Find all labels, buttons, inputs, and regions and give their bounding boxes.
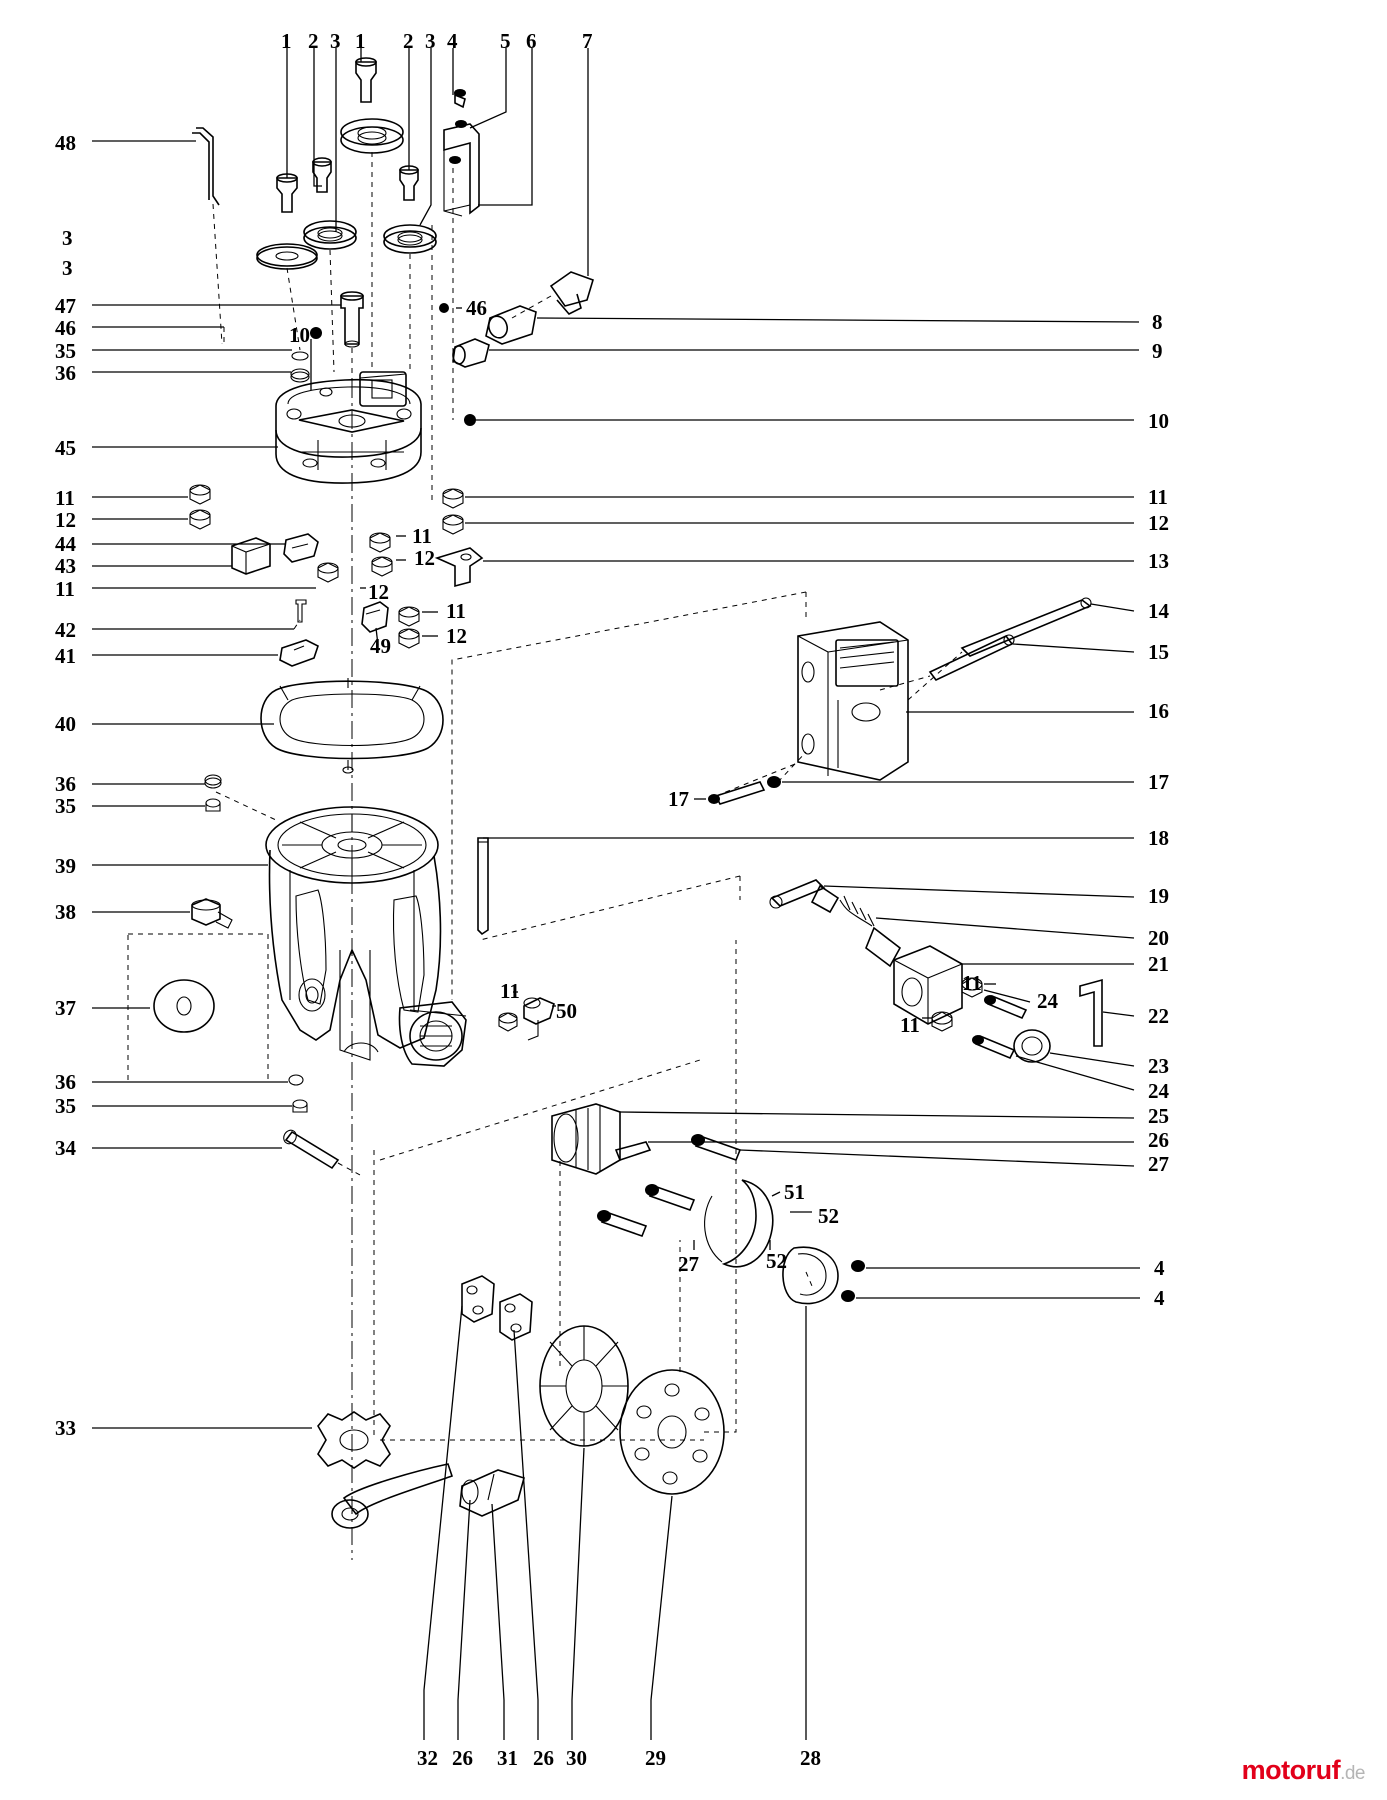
- callout-inner-12a: 12: [414, 546, 435, 570]
- watermark-brand: motoruf: [1241, 1755, 1341, 1785]
- callout-left-35: 35: [55, 339, 76, 363]
- callout-left-39: 39: [55, 854, 76, 878]
- callout-left-35b: 35: [55, 794, 76, 818]
- callout-inner-52a: 52: [818, 1204, 839, 1228]
- callout-right-24: 24: [1148, 1079, 1169, 1103]
- callout-top-7: 4: [447, 29, 458, 53]
- callout-right-13: 13: [1148, 549, 1169, 573]
- callout-inner-50: 50: [556, 999, 577, 1023]
- callout-left-33: 33: [55, 1416, 76, 1440]
- callout-inner-11e: 11: [900, 1013, 920, 1037]
- callout-top-5: 2: [403, 29, 414, 53]
- callout-right-21: 21: [1148, 952, 1169, 976]
- callout-top-1: 1: [281, 29, 292, 53]
- callout-left-12a: 12: [55, 508, 76, 532]
- callout-right-4a: 4: [1154, 1256, 1165, 1280]
- watermark: [1242, 1755, 1365, 1786]
- callout-inner-11c: 11: [500, 979, 520, 1003]
- callout-left-42: 42: [55, 618, 76, 642]
- callout-right-22: 22: [1148, 1004, 1169, 1028]
- callout-top-3: 3: [330, 29, 341, 53]
- callout-right-14: 14: [1148, 599, 1169, 623]
- callout-bottom-30: 30: [566, 1746, 587, 1770]
- callout-right-12: 12: [1148, 511, 1169, 535]
- callout-bottom-26b: 26: [533, 1746, 554, 1770]
- callout-inner-11d: 11: [962, 971, 982, 995]
- callout-right-19: 19: [1148, 884, 1169, 908]
- callout-right-25: 25: [1148, 1104, 1169, 1128]
- callout-top-2: 2: [308, 29, 319, 53]
- callout-top-8: 5: [500, 29, 511, 53]
- callout-left-36c: 36: [55, 1070, 76, 1094]
- callout-top-10: 7: [582, 29, 593, 53]
- callout-inner-46: 46: [466, 296, 487, 320]
- callout-inner-17: 17: [668, 787, 689, 811]
- callout-bottom-28: 28: [800, 1746, 821, 1770]
- callout-inner-12b: 12: [368, 580, 389, 604]
- callout-left-3b: 3: [62, 256, 73, 280]
- callout-inner-51: 51: [784, 1180, 805, 1204]
- callout-left-48: 48: [55, 131, 76, 155]
- callout-left-37: 37: [55, 996, 76, 1020]
- callout-left-46: 46: [55, 316, 76, 340]
- callout-left-45: 45: [55, 436, 76, 460]
- callout-right-9: 9: [1152, 339, 1163, 363]
- callout-right-10: 10: [1148, 409, 1169, 433]
- callout-left-35c: 35: [55, 1094, 76, 1118]
- callout-left-3a: 3: [62, 226, 73, 250]
- callout-inner-49: 49: [370, 634, 391, 658]
- callout-left-34: 34: [55, 1136, 76, 1160]
- callout-inner-12c: 12: [446, 624, 467, 648]
- callout-top-4: 1: [355, 29, 366, 53]
- callout-right-16: 16: [1148, 699, 1169, 723]
- callout-inner-52b: 52: [766, 1249, 787, 1273]
- callout-inner-10: 10: [289, 323, 310, 347]
- callout-inner-11a: 11: [412, 524, 432, 548]
- callout-right-15: 15: [1148, 640, 1169, 664]
- callout-left-44: 44: [55, 532, 76, 556]
- callout-inner-27: 27: [678, 1252, 699, 1276]
- callout-right-4b: 4: [1154, 1286, 1165, 1310]
- callout-left-36b: 36: [55, 772, 76, 796]
- callout-bottom-31: 31: [497, 1746, 518, 1770]
- callout-right-11: 11: [1148, 485, 1168, 509]
- callout-bottom-29: 29: [645, 1746, 666, 1770]
- callout-inner-11b: 11: [446, 599, 466, 623]
- callout-right-23: 23: [1148, 1054, 1169, 1078]
- callout-right-20: 20: [1148, 926, 1169, 950]
- callout-bottom-32: 32: [417, 1746, 438, 1770]
- callout-right-17: 17: [1148, 770, 1169, 794]
- callout-left-43: 43: [55, 554, 76, 578]
- callout-top-6: 3: [425, 29, 436, 53]
- callout-left-11b: 11: [55, 577, 75, 601]
- callout-inner-24: 24: [1037, 989, 1058, 1013]
- callout-left-11a: 11: [55, 486, 75, 510]
- callout-right-18: 18: [1148, 826, 1169, 850]
- callout-left-40: 40: [55, 712, 76, 736]
- callout-right-26: 26: [1148, 1128, 1169, 1152]
- callout-top-9: 6: [526, 29, 537, 53]
- callout-left-36: 36: [55, 361, 76, 385]
- callout-left-38: 38: [55, 900, 76, 924]
- watermark-suffix: .de: [1340, 1763, 1365, 1784]
- callout-right-8: 8: [1152, 310, 1163, 334]
- callout-bottom-26a: 26: [452, 1746, 473, 1770]
- callout-left-47: 47: [55, 294, 76, 318]
- callout-left-41: 41: [55, 644, 76, 668]
- callout-right-27: 27: [1148, 1152, 1169, 1176]
